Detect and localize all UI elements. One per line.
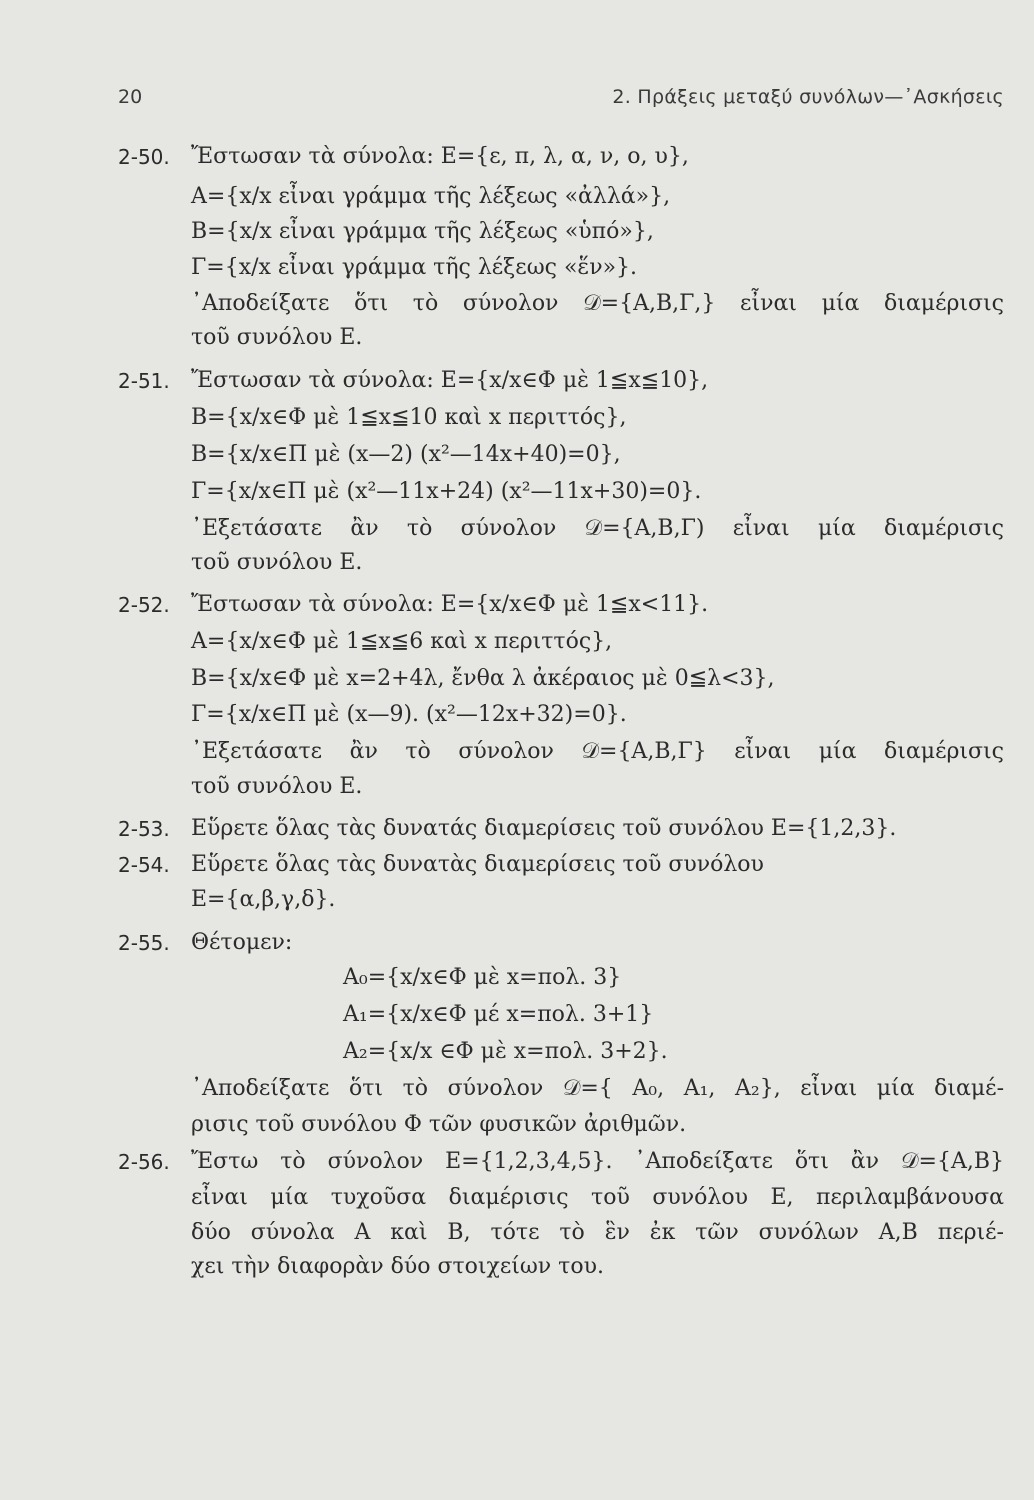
exercise-line: Α₀={x/x∈Φ μὲ x=πολ. 3} <box>343 965 622 990</box>
exercise-line: Ἔστωσαν τὰ σύνολα: Ε={x/x∈Φ μὲ 1≦x<11}. <box>191 592 709 617</box>
exercise-number: 2-54. <box>118 853 170 877</box>
exercise-line: ᾿Αποδείξατε ὅτι τὸ σύνολον 𝒟={ Α₀, Α₁, Α₂}, εἶναι μία διαμέ- <box>191 1076 1004 1101</box>
exercise-number: 2-53. <box>118 817 170 841</box>
exercise-line: ᾿Αποδείξατε ὅτι τὸ σύνολον 𝒟={Α,Β,Γ,} εἶναι μία διαμέρισις <box>191 291 1004 316</box>
exercise-line: Γ={x/x εἶναι γράμμα τῆς λέξεως «ἕν»}. <box>191 255 638 280</box>
exercise-line: ᾿Εξετάσατε ἂν τὸ σύνολον 𝒟={Α,Β,Γ} εἶναι μία διαμέρισις <box>191 739 1004 764</box>
exercise-line: τοῦ συνόλου Ε. <box>191 774 363 799</box>
exercise-line: Β={x/x εἶναι γράμμα τῆς λέξεως «ὑπό»}, <box>191 219 654 244</box>
exercise-number: 2-50. <box>118 145 170 169</box>
exercise-line: Ἔστω τὸ σύνολον Ε={1,2,3,4,5}. ᾿Αποδείξατε ὅτι ἂν 𝒟={Α,Β} <box>191 1149 1004 1174</box>
exercise-line: εἶναι μία τυχοῦσα διαμέρισις τοῦ συνόλου Ε, περιλαμβάνουσα <box>191 1185 1004 1210</box>
exercise-line: Θέτομεν: <box>191 930 293 955</box>
exercise-line: Ἔστωσαν τὰ σύνολα: Ε={ε, π, λ, α, ν, ο, υ}, <box>191 144 689 169</box>
exercise-line: Α₂={x/x ∈Φ μὲ x=πολ. 3+2}. <box>343 1039 668 1064</box>
exercise-number: 2-55. <box>118 931 170 955</box>
exercise-line: τοῦ συνόλου Ε. <box>191 550 363 575</box>
exercise-line: Β={x/x∈Φ μὲ 1≦x≦10 καὶ x περιττός}, <box>191 405 627 430</box>
running-title: 2. Πράξεις μεταξύ συνόλων—᾿Ασκήσεις <box>612 86 1004 108</box>
exercise-number: 2-51. <box>118 369 170 393</box>
exercise-line: Γ={x/x∈Π μὲ (x—9). (x²—12x+32)=0}. <box>191 702 627 727</box>
exercise-line: Εὕρετε ὅλας τὰς δυνατάς διαμερίσεις τοῦ συνόλου Ε={1,2,3}. <box>191 816 897 841</box>
exercise-line: τοῦ συνόλου Ε. <box>191 325 363 350</box>
exercise-line: Α={x/x∈Φ μὲ 1≦x≦6 καὶ x περιττός}, <box>191 629 613 654</box>
exercise-line: Β={x/x∈Π μὲ (x—2) (x²—14x+40)=0}, <box>191 442 621 467</box>
exercise-line: Ε={α,β,γ,δ}. <box>191 887 336 912</box>
page-header <box>118 86 1004 116</box>
exercise-line: Β={x/x∈Φ μὲ x=2+4λ, ἔνθα λ ἀκέραιος μὲ 0≦λ<3}, <box>191 666 775 691</box>
exercise-line: Α₁={x/x∈Φ μέ x=πολ. 3+1} <box>343 1002 654 1027</box>
exercise-line: Ἔστωσαν τὰ σύνολα: Ε={x/x∈Φ μὲ 1≦x≦10}, <box>191 368 709 393</box>
exercise-line: Εὕρετε ὅλας τὰς δυνατὰς διαμερίσεις τοῦ συνόλου <box>191 852 764 877</box>
exercise-line: ᾿Εξετάσατε ἂν τὸ σύνολον 𝒟={Α,Β,Γ) εἶναι μία διαμέρισις <box>191 516 1004 541</box>
exercise-number: 2-56. <box>118 1150 170 1174</box>
exercise-line: ρισις τοῦ συνόλου Φ τῶν φυσικῶν ἀριθμῶν. <box>191 1112 687 1137</box>
exercise-line: χει τὴν διαφορὰν δύο στοιχείων του. <box>191 1254 604 1279</box>
exercise-line: Γ={x/x∈Π μὲ (x²—11x+24) (x²—11x+30)=0}. <box>191 479 702 504</box>
page-number: 20 <box>118 86 143 108</box>
exercise-line: δύο σύνολα Α καὶ Β, τότε τὸ ἓν ἐκ τῶν συνόλων Α,Β περιέ- <box>191 1220 1004 1245</box>
exercise-line: Α={x/x εἶναι γράμμα τῆς λέξεως «ἀλλά»}, <box>191 184 671 209</box>
exercise-number: 2-52. <box>118 593 170 617</box>
